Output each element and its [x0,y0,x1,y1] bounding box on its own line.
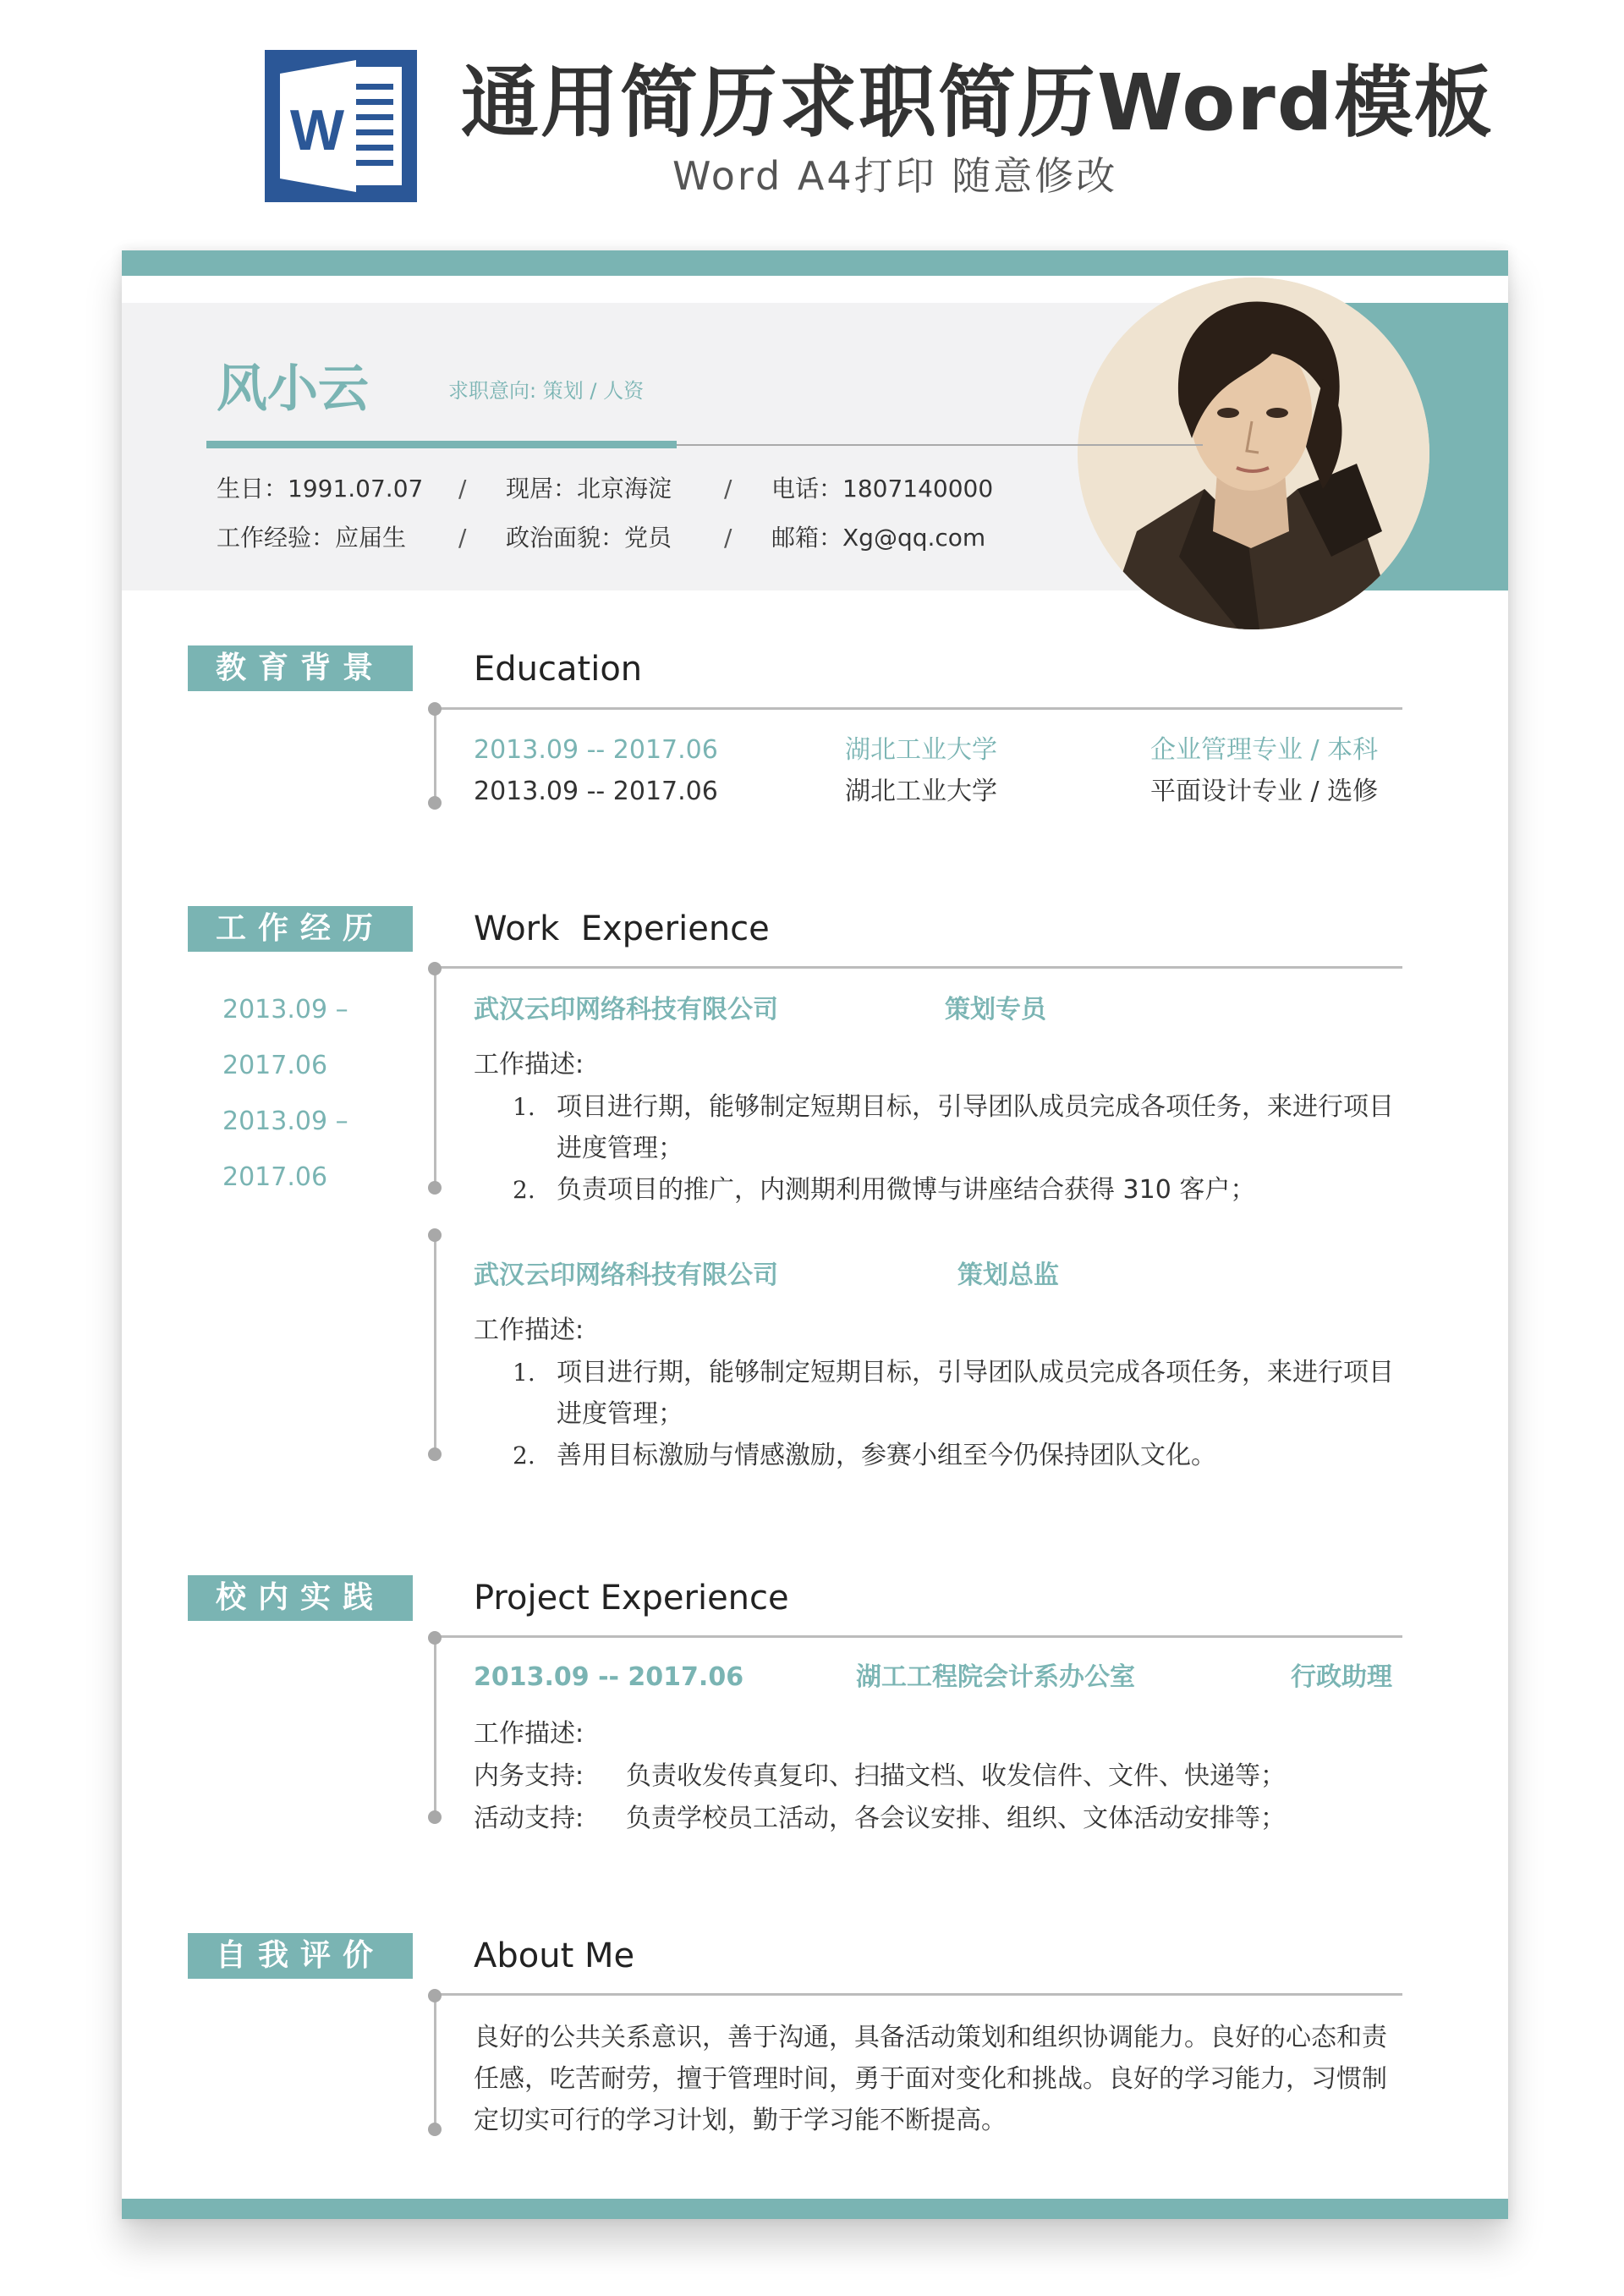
header-divider [677,444,1203,446]
work-period: 2013.09 – [222,995,348,1024]
timeline-dot [428,1631,442,1645]
info-experience: 工作经验：应届生 [217,524,407,552]
section-title-work: Work Experience [474,909,770,948]
section-divider [436,1635,1402,1638]
timeline-line [434,969,436,1188]
job-intent-label: 求职意向: [448,379,537,403]
section-divider [436,966,1402,969]
job-item-number: 2. [513,1442,535,1469]
timeline-dot [428,1228,442,1242]
job-item-text: 项目进行期，能够制定短期目标，引导团队成员完成各项任务，来进行项目 [557,1092,1394,1122]
timeline-dot [428,702,442,716]
timeline-dot [428,1810,442,1824]
banner-subtitle: Word A4打印 随意修改 [672,153,1118,199]
about-text-line: 定切实可行的学习计划，勤于学习能不断提高。 [474,2106,1007,2135]
timeline-line [434,1638,436,1817]
about-text-line: 任感，吃苦耐劳，擅于管理时间，勇于面对变化和挑战。良好的学习能力，习惯制 [474,2064,1387,2094]
edu-major: 平面设计专业 / 选修 [1150,777,1379,806]
timeline-line [434,710,436,803]
project-org: 湖工工程院会计系办公室 [856,1662,1135,1692]
bottom-accent-bar [122,2199,1508,2219]
section-title-project: Project Experience [474,1579,789,1618]
resume-page [122,250,1508,2219]
job-desc-label: 工作描述: [474,1050,584,1079]
job-intent [448,377,644,404]
project-period: 2013.09 -- 2017.06 [474,1662,744,1692]
job-company: 武汉云印网络科技有限公司 [474,995,778,1024]
candidate-name: 风小云 [217,360,369,419]
job-item-text: 负责项目的推广，内测期利用微博与讲座结合获得 310 客户； [557,1175,1256,1205]
profile-photo [1078,277,1429,629]
timeline-dot [428,1181,442,1195]
work-period: 2017.06 [222,1051,328,1080]
section-title-education: Education [474,650,643,689]
timeline-dot [428,796,442,810]
job-position: 策划总监 [957,1261,1059,1290]
info-phone: 电话：1807140000 [771,475,994,503]
section-label-about: 自我评价 [188,1933,413,1979]
info-residence: 现居：北京海淀 [506,475,672,503]
job-company: 武汉云印网络科技有限公司 [474,1261,778,1290]
info-political: 政治面貌：党员 [506,524,672,552]
job-item-text: 进度管理； [557,1399,683,1429]
job-item-text: 善用目标激励与情感激励，参赛小组至今仍保持团队文化。 [557,1441,1216,1470]
job-item-text: 项目进行期，能够制定短期目标，引导团队成员完成各项任务，来进行项目 [557,1358,1394,1387]
section-label-project: 校内实践 [188,1575,413,1621]
word-logo-icon [265,50,417,202]
banner-title: 通用简历求职简历Word模板 [461,58,1494,148]
job-item-number: 1. [513,1359,535,1387]
project-row-key: 内务支持: [474,1761,584,1791]
timeline-line [434,1996,436,2129]
timeline-dot [428,2123,442,2136]
info-separator: / [724,524,732,552]
info-separator: / [724,475,732,503]
job-item-number: 2. [513,1176,535,1204]
top-accent-bar [122,250,1508,276]
section-label-education: 教育背景 [188,645,413,691]
project-desc-label: 工作描述: [474,1719,584,1749]
about-text-line: 良好的公共关系意识，善于沟通，具备活动策划和组织协调能力。良好的心态和责 [474,2023,1387,2052]
project-row-key: 活动支持: [474,1804,584,1833]
work-period: 2013.09 – [222,1107,348,1136]
project-role: 行政助理 [1291,1662,1392,1692]
project-row-value: 负责收发传真复印、扫描文档、收发信件、文件、快递等； [626,1761,1286,1791]
job-intent-value: 策划 / 人资 [542,379,645,403]
section-divider [436,707,1402,710]
edu-school: 湖北工业大学 [845,777,997,806]
section-label-work: 工作经历 [188,906,413,952]
job-item-number: 1. [513,1093,535,1121]
job-desc-label: 工作描述: [474,1316,584,1345]
job-position: 策划专员 [945,995,1046,1024]
word-logo-letter: W [289,98,345,162]
timeline-dot [428,1989,442,2002]
edu-period: 2013.09 -- 2017.06 [474,735,718,765]
timeline-line [434,1235,436,1454]
edu-major: 企业管理专业 / 本科 [1150,735,1379,765]
work-period: 2017.06 [222,1162,328,1192]
info-birth: 生日：1991.07.07 [217,475,424,503]
section-divider [436,1993,1402,1996]
timeline-dot [428,1447,442,1461]
section-title-about: About Me [474,1936,635,1975]
project-row-value: 负责学校员工活动，各会议安排、组织、文体活动安排等； [626,1804,1286,1833]
timeline-dot [428,962,442,975]
edu-school: 湖北工业大学 [845,735,997,765]
info-separator: / [458,524,467,552]
edu-period: 2013.09 -- 2017.06 [474,777,718,806]
info-email: 邮箱：Xg@qq.com [771,524,986,552]
job-item-text: 进度管理； [557,1134,683,1163]
info-separator: / [458,475,467,503]
name-underline [206,441,677,448]
